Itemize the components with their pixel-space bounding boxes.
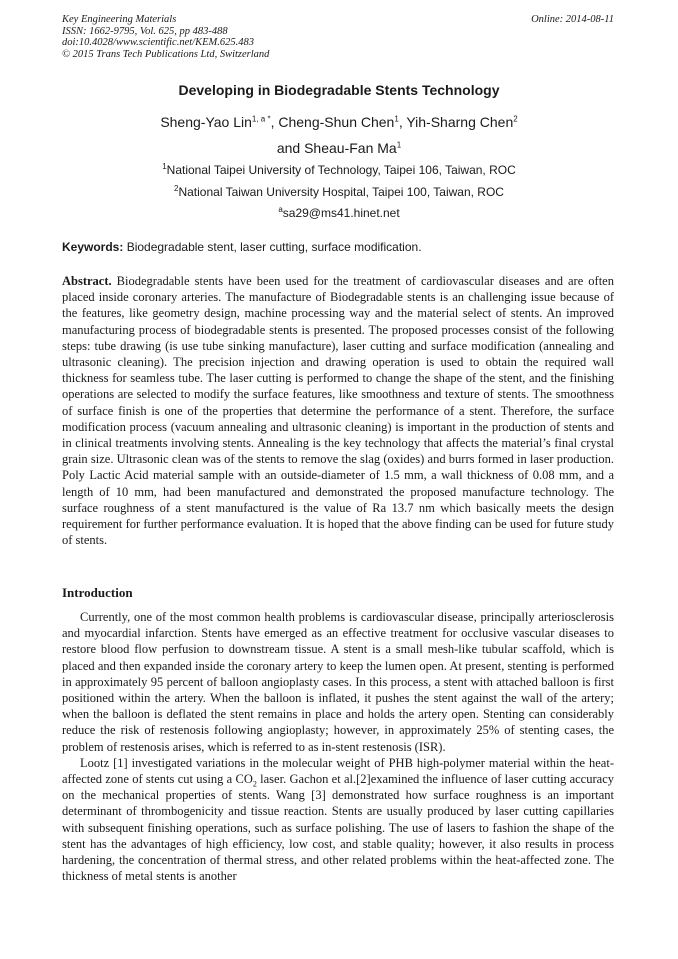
author-line-1 xyxy=(0,114,678,130)
intro-paragraph-2 xyxy=(62,755,614,885)
author-superscript: 1 xyxy=(394,114,399,124)
abstract-text: Biodegradable stents have been used for the treatment of cardiovascular diseases and are often placed inside coronary arteries. The manufacture of Biodegradable stents is an challenging issue because of the features, like geometry design, machine processing way and the material select of stents. An improved manufacturing process of biodegradable stents is presented. The proposed processes consist of the following steps: tube drawing (is use tube sinking manufacture), laser cutting and surface modification (annealing and ultrasonic cleaning). The precision injection and drawing operation is used to obtain the required wall thickness for seamless tube. The laser cutting is performed to change the shape of the stent, and the finishing operations are selected to modify the surface features, like smoothness and texture of stents. The smoothness of surface finish is one of the properties that determine the performance of a stent. Therefore, the surface modification process (vacuum annealing and ultrasonic cleaning) is important in the production of stents and in clinical treatments involving stents. Annealing is the key technology that affects the material’s final crystal grain size. Ultrasonic clean was of the stents to remove the slag (oxides) and burrs formed in laser production. Poly Lactic Acid material sample with an outside-diameter of 1.5 mm, a wall thickness of 0.08 mm, and a length of 10 mm, had been manufactured and demonstrated the proposed manufacture technology. The surface roughness of a stent manufactured is the value of Ra 13.7 nm which basically meets the design requirement for further performance evaluation. It is hoped that the above finding can be used for future study of stents. xyxy=(62,274,614,548)
intro-paragraph-2-start: Lootz [1] investigated variations in the molecular weight of PHB high-polymer material within the heat-affected zone of stents cut using a CO xyxy=(62,755,614,787)
email-text: sa29@ms41.hinet.net xyxy=(282,206,400,220)
author-name: Sheng-Yao Lin xyxy=(160,114,252,130)
journal-header xyxy=(62,14,614,60)
keywords-text: Biodegradable stent, laser cutting, surface modification. xyxy=(123,240,422,254)
intro-paragraph-2-rest: laser. Gachon et al.[2]examined the influence of laser cutting accuracy on the mechanical properties of stents. Wang [3] demonstrated how surface roughness is an important determinant of thrombogenicity and tissue reaction. Stents are usually produced by laser cutting capillaries with subsequent finishing operations, such as surface polishing. The use of lasers to fashion the shape of the stent has the advantages of high efficiency, low cost, and stable quality; however, it also results in process hardening, the concentration of thermal stress, and other related problems within the heat-affected zone. The thickness of metal stents is another xyxy=(62,772,614,884)
affiliation-2 xyxy=(0,185,678,199)
affiliation-1 xyxy=(0,163,678,177)
author-name: Cheng-Shun Chen xyxy=(278,114,395,130)
affiliation-text: National Taiwan University Hospital, Taipei 100, Taiwan, ROC xyxy=(178,185,504,199)
author-superscript: 1 xyxy=(396,140,402,150)
online-date: Online: 2014-08-11 xyxy=(531,14,614,25)
introduction-body xyxy=(62,609,614,884)
author-name: Yih-Sharng Chen xyxy=(406,114,514,130)
author-superscript: 1, a * xyxy=(251,114,271,124)
affiliation-text: National Taipei University of Technology, Taipei 106, Taiwan, ROC xyxy=(166,163,516,177)
affiliation-superscript: 2 xyxy=(174,184,179,193)
keywords xyxy=(62,240,614,254)
intro-paragraph-1: Currently, one of the most common health problems is cardiovascular disease, principally arteriosclerosis and myocardial infarction. Stents have emerged as an effective treatment for occlusive vascular diseases to restore blood flow perfusion to downstream tissue. A stent is a small mesh-like tubular scaffold, which is placed and then expanded inside the coronary artery to keep the lumen open. At present, stenting is performed in approximately 95 percent of balloon angioplasty cases. In this process, a stent with attached balloon is first positioned within the artery. When the balloon is inflated, it pushes the stent against the wall of the artery; when the balloon is deflated the stent remains in place and holds the artery open. Stenting can considerably reduce the risk of restenosis following angioplasty; however, in approximately 25% of stenting cases, the problem of restenosis arises, which is referred to as in-stent restenosis (ISR). xyxy=(62,610,614,754)
co2-subscript: 2 xyxy=(252,779,257,789)
journal-issn: ISSN: 1662-9795, Vol. 625, pp 483-488 xyxy=(62,25,228,37)
author-superscript: 2 xyxy=(513,114,518,124)
abstract-label: Abstract. xyxy=(62,274,112,288)
author-separator: , xyxy=(270,114,279,130)
author-separator: , xyxy=(398,114,407,130)
introduction-heading: Introduction xyxy=(62,585,133,600)
author-email xyxy=(0,206,678,220)
affiliation-superscript: 1 xyxy=(162,162,167,171)
abstract xyxy=(62,273,614,548)
keywords-label: Keywords: xyxy=(62,240,124,254)
paper-title: Developing in Biodegradable Stents Technology xyxy=(178,82,500,98)
author-conjunction: and xyxy=(276,140,305,156)
journal-doi: doi:10.4028/www.scientific.net/KEM.625.483 xyxy=(62,37,254,48)
email-superscript: a xyxy=(278,205,283,214)
author-name: Sheau-Fan Ma xyxy=(304,140,397,156)
journal-name: Key Engineering Materials xyxy=(62,14,177,25)
author-line-2 xyxy=(0,140,678,156)
journal-copyright: © 2015 Trans Tech Publications Ltd, Switzerland xyxy=(62,48,270,60)
